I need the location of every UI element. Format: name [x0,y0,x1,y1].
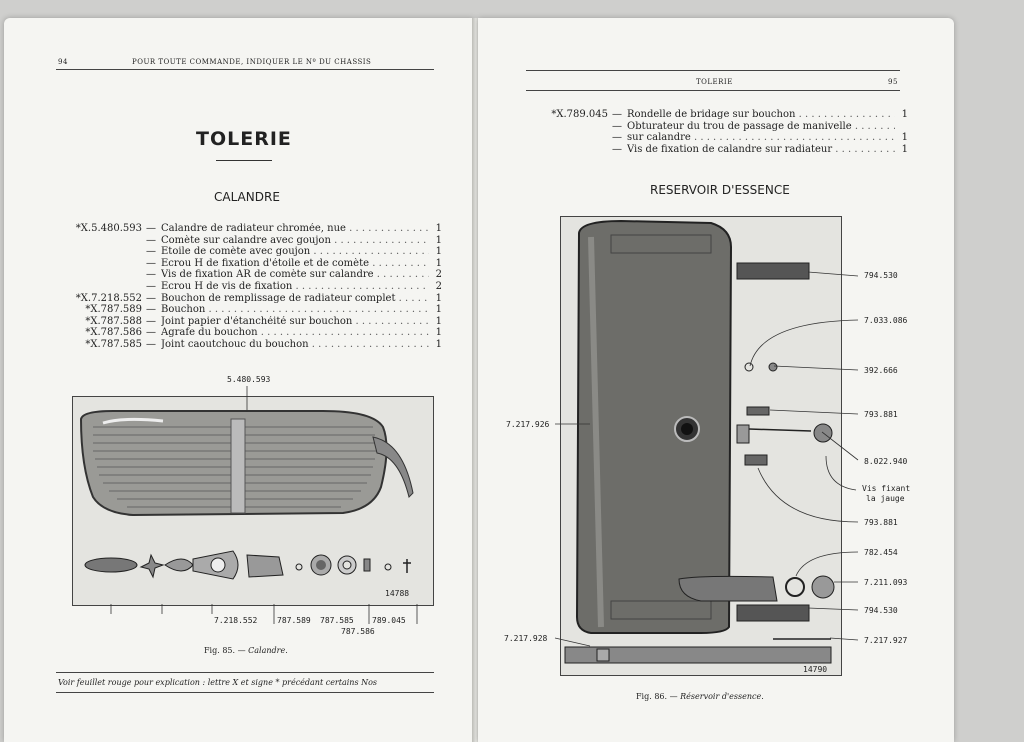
fig85-label-c: 787.585 [320,616,354,625]
fig86-label-5: 8.022.940 [864,457,908,466]
part-dash: — [146,327,156,339]
fig86-label-7: 793.881 [864,518,898,527]
left-page-number: 94 [58,58,68,66]
fig85-photo-number: 14788 [385,589,410,598]
part-dash: — [146,269,156,281]
fig85-top-label: 5.480.593 [227,375,271,384]
fig86-caption-number: Fig. 86. [636,692,668,701]
fig85-label-d: 787.586 [341,627,375,636]
fig86-label-9: 7.211.093 [864,578,908,587]
subsection-title-reservoir: RESERVOIR D'ESSENCE [650,183,790,197]
fig86-label-10: 794.530 [864,606,898,615]
fig86-label-3: 392.666 [864,366,898,375]
fig85-label-e: 789.045 [372,616,406,625]
part-description: Vis de fixation de calandre sur radiateur . . . [627,144,895,156]
left-running-header: POUR TOUTE COMMANDE, INDIQUER LE Nº DU CHASSIS [132,58,372,66]
part-quantity: 1 [435,338,442,350]
part-description: Agrafe du bouchon . . . [161,327,429,339]
part-dash: — [146,304,156,316]
fig86-caption-title: Réservoir d'essence. [680,692,764,701]
part-quantity: 1 [435,246,442,258]
fig86-label-2: 7.033.086 [864,316,908,325]
part-ref: *X.787.588 [85,315,142,327]
part-dash: — [146,292,156,304]
left-footer-note: Voir feuillet rouge pour explication : lettre X et signe * précédant certains Nos [58,678,378,687]
part-dash: — [612,109,622,120]
part-description: Vis de fixation AR de comète sur calandre . . . [161,269,429,281]
part-description: Joint papier d'étanchéité sur bouchon . . . [161,316,429,328]
subsection-title-calandre: CALANDRE [214,190,280,204]
part-dash: — [146,338,156,350]
part-quantity: 2 [435,280,442,292]
fig85-caption-title: Calandre. [248,646,288,655]
part-dash: — [146,234,156,246]
fig86-caption: Fig. 86. — Réservoir d'essence. [636,692,764,701]
fig85-caption: Fig. 85. — Calandre. [204,646,288,655]
part-description: Rondelle de bridage sur bouchon . . . [627,109,895,121]
fig86-label-6b: la jauge [866,494,905,503]
fig86-label-8: 782.454 [864,548,898,557]
fig86-label-4: 793.881 [864,410,898,419]
part-quantity: 1 [435,234,442,246]
part-dash: — [146,280,156,292]
part-dash: — [146,223,156,234]
part-description: sur calandre . . . [627,132,895,144]
part-description: Joint caoutchouc du bouchon . . . [161,339,429,351]
part-ref: *X.5.480.593 [75,223,142,234]
fig85-label-a: 7.218.552 [214,616,258,625]
fig86-label-left-2: 7.217.928 [504,634,548,643]
part-description: Etoile de comète avec goujon . . . [161,246,429,258]
part-ref: *X.789.045 [551,109,608,120]
part-dash: — [612,120,622,132]
part-ref: *X.7.218.552 [75,292,142,304]
part-description: Bouchon de remplissage de radiateur complet . . . [161,293,429,305]
part-dash: — [612,143,622,155]
part-quantity: 2 [435,269,442,281]
part-quantity: 1 [901,143,908,155]
fig86-label-1: 794.530 [864,271,898,280]
part-ref: *X.787.585 [85,338,142,350]
part-description: Comète sur calandre avec goujon . . . [161,235,429,247]
part-quantity: 1 [435,327,442,339]
part-quantity: 1 [435,223,442,234]
fig86-photo-number: 14790 [803,665,828,674]
part-quantity: 1 [435,257,442,269]
part-quantity: 1 [435,304,442,316]
part-dash: — [146,315,156,327]
part-description: Calandre de radiateur chromée, nue . . . [161,223,429,235]
section-title: TOLERIE [196,128,292,150]
part-dash: — [146,246,156,258]
fig85-caption-number: Fig. 85. [204,646,236,655]
part-dash: — [146,257,156,269]
right-running-header: TOLERIE [696,78,733,86]
part-ref: *X.787.586 [85,327,142,339]
part-description: Ecrou H de fixation d'étoile et de comète . . . [161,258,429,270]
part-quantity: 1 [901,132,908,144]
part-dash: — [612,132,622,144]
fig86-label-11: 7.217.927 [864,636,908,645]
right-page-number: 95 [888,78,898,86]
part-quantity: 1 [435,292,442,304]
fig85-label-b: 787.589 [277,616,311,625]
part-description: Obturateur du trou de passage de manivelle . . . [627,121,895,133]
part-description: Ecrou H de vis de fixation . . . [161,281,429,293]
part-quantity: 1 [901,109,908,120]
part-ref: *X.787.589 [85,304,142,316]
part-quantity: 1 [435,315,442,327]
fig86-label-6a: Vis fixant [862,484,911,493]
part-description: Bouchon . . . [161,304,429,316]
fig86-label-left-1: 7.217.926 [506,420,550,429]
